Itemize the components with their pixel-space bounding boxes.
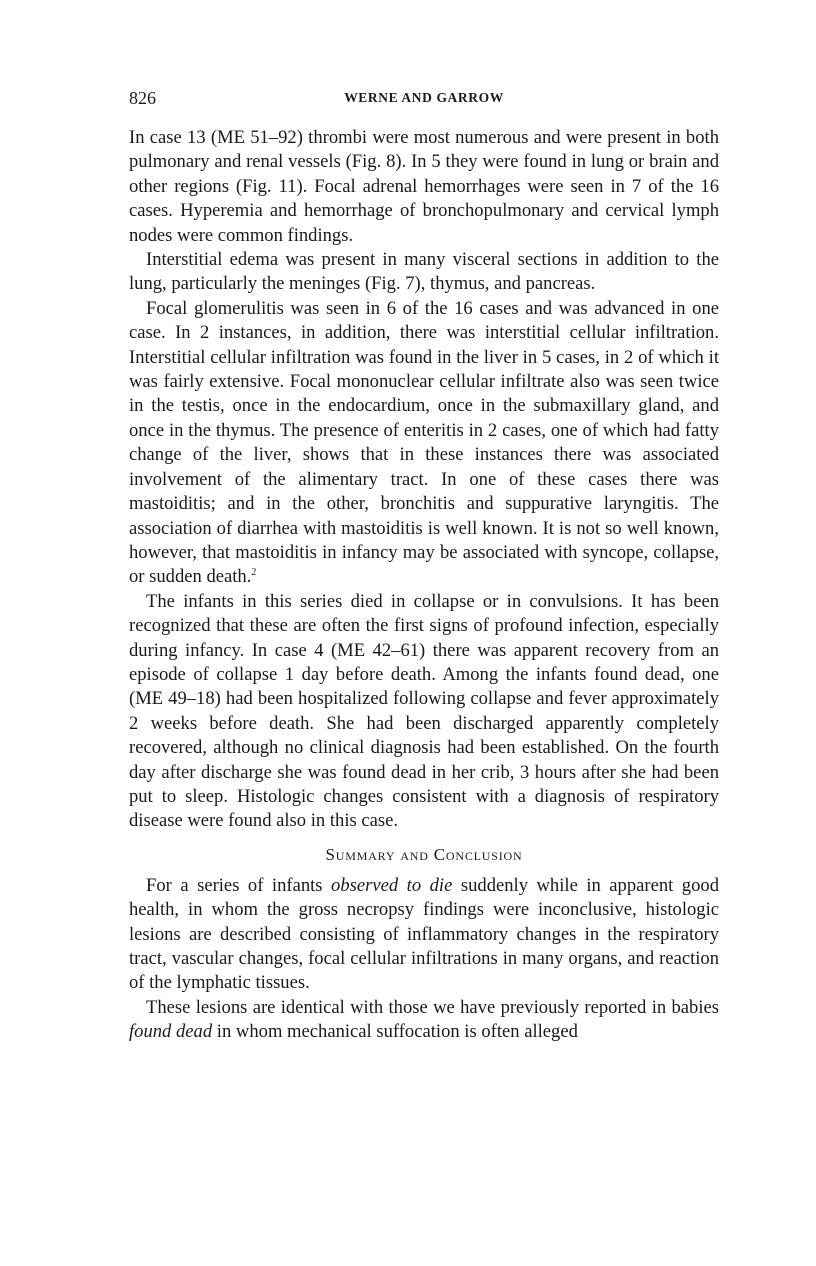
- page-number: 826: [129, 88, 156, 108]
- summary-paragraph-1-emphasis: observed to die: [331, 874, 453, 896]
- summary-paragraph-1: [129, 874, 719, 996]
- journal-page: [129, 84, 719, 1045]
- summary-paragraph-2-before: These lesions are identical with those we have previously reported in babies: [146, 996, 719, 1018]
- paragraph-glomerulitis-text: Focal glomerulitis was seen in 6 of the 16 cases and was advanced in one case. In 2 instances, in addition, there was interstitial cellular infiltration. Interstitial cellular infiltration was found in the liver in 5 cases, in 2 of which it was fairly extensive. Focal mononuclear cellular infiltrate also was seen twice in the testis, once in the endocardium, once in the submaxillary gland, and once in the thymus. The presence of enteritis in 2 cases, one of which had fatty change of the liver, shows that in these instances there was associated involvement of the alimentary tract. In one of these cases there was mastoiditis; and in the other, bronchitis and suppurative laryngitis. The association of diarrhea with mastoiditis is well known. It is not so well known, however, that mastoiditis in infancy may be associated with syncope, collapse, or sudden death.: [129, 297, 719, 588]
- paragraph-glomerulitis: [129, 297, 719, 590]
- paragraph-collapse-convulsions: The infants in this series died in collapse or in convulsions. It has been recognized that these are often the first signs of profound infection, especially during infancy. In case 4 (ME 42–61) there was apparent recovery from an episode of collapse 1 day before death. Among the infants found dead, one (ME 49–18) had been hospitalized following collapse and fever approximately 2 weeks before death. She had been discharged apparently completely recovered, although no clinical diagnosis had been established. On the fourth day after discharge she was found dead in her crib, 3 hours after she had been put to sleep. Histologic changes consistent with a diagnosis of respiratory disease were found also in this case.: [129, 590, 719, 832]
- summary-paragraph-2: [129, 996, 719, 1045]
- paragraph-interstitial-edema: Interstitial edema was present in many visceral sections in addition to the lung, particularly the meninges (Fig. 7), thymus, and pancreas.: [129, 249, 719, 295]
- section-heading-summary: Summary and Conclusion: [325, 844, 523, 864]
- footnote-reference: 2: [251, 567, 257, 579]
- summary-paragraph-1-before: For a series of infants: [146, 874, 332, 896]
- running-head: [129, 84, 719, 112]
- article-body: [129, 126, 719, 1045]
- summary-paragraph-2-after: in whom mechanical suffocation is often alleged: [212, 1021, 578, 1043]
- summary-paragraph-2-emphasis: found dead: [129, 1021, 213, 1043]
- running-head-authors: WERNE AND GARROW: [344, 90, 504, 105]
- summary-paragraph-1-after: suddenly while in apparent good health, in whom the gross necropsy findings were inconclusive, histologic lesions are described consisting of inflammatory changes in the respiratory tract, vascular changes, focal cellular infiltrations in many organs, and reaction of the lymphatic tissues.: [129, 874, 719, 994]
- paragraph-thrombi: In case 13 (ME 51–92) thrombi were most numerous and were present in both pulmonary and renal vessels (Fig. 8). In 5 they were found in lung or brain and other regions (Fig. 11). Focal adrenal hemorrhages were seen in 7 of the 16 cases. Hyperemia and hemorrhage of bronchopulmonary and cervical lymph nodes were common findings.: [129, 127, 719, 246]
